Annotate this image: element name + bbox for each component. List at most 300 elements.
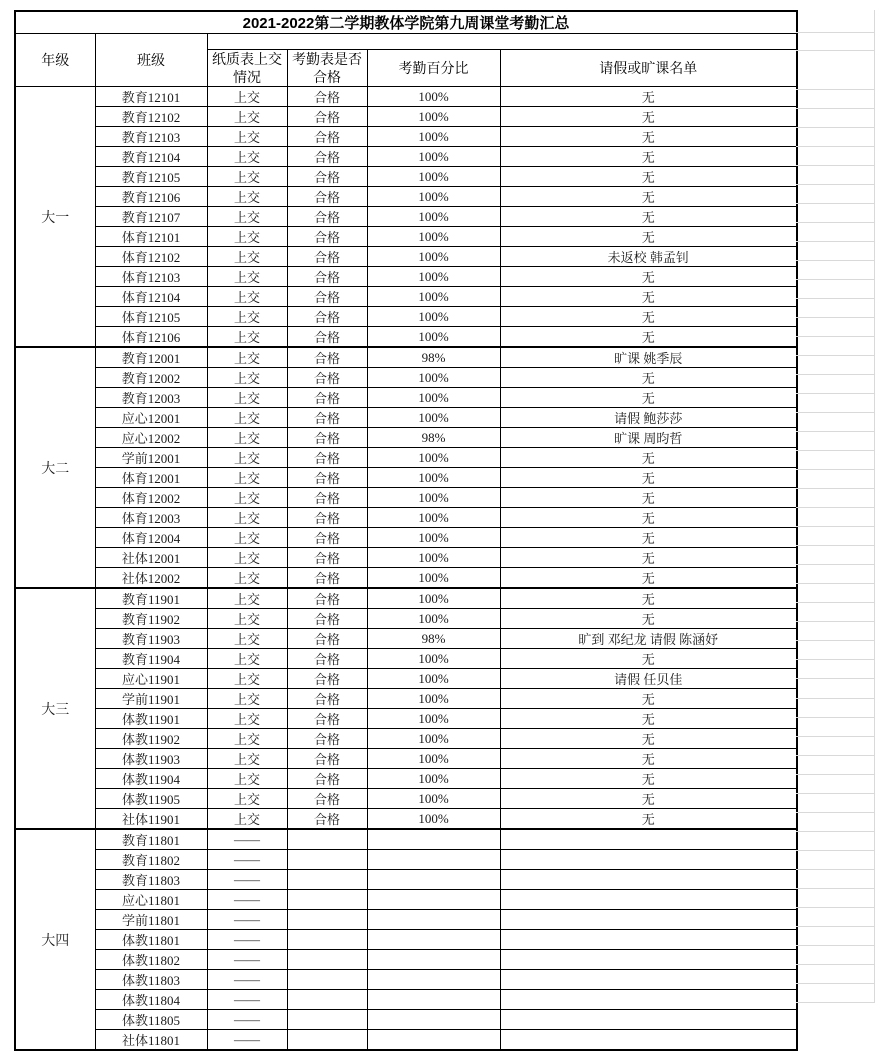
empty-grid-cell: [796, 794, 874, 813]
cell-paper: 上交: [207, 428, 287, 448]
cell-class: 体育12105: [95, 307, 207, 327]
table-row: [15, 709, 797, 729]
cell-paper: 上交: [207, 669, 287, 689]
cell-percent: 100%: [367, 227, 500, 247]
empty-grid-cell: [796, 90, 874, 109]
cell-paper: 上交: [207, 749, 287, 769]
header-spacer-row: [15, 34, 797, 50]
table-row: [15, 408, 797, 428]
cell-qualified: 合格: [287, 347, 367, 368]
header-paper-status-label: 纸质表上交情况: [212, 51, 282, 86]
cell-qualified: 合格: [287, 548, 367, 568]
cell-qualified: [287, 970, 367, 990]
cell-names: 无: [500, 789, 797, 809]
cell-qualified: 合格: [287, 789, 367, 809]
cell-names: 无: [500, 187, 797, 207]
title-row: [15, 11, 797, 34]
empty-grid-cell: [796, 356, 874, 375]
cell-names: [500, 1010, 797, 1030]
cell-qualified: 合格: [287, 729, 367, 749]
cell-paper: 上交: [207, 609, 287, 629]
cell-class: 社体11801: [95, 1030, 207, 1051]
cell-names: 无: [500, 287, 797, 307]
cell-qualified: 合格: [287, 307, 367, 327]
empty-grid-cell: [796, 584, 874, 603]
cell-class: 体育12002: [95, 488, 207, 508]
cell-paper: 上交: [207, 127, 287, 147]
cell-names: [500, 870, 797, 890]
cell-names: 无: [500, 709, 797, 729]
empty-grid-cell: [796, 375, 874, 394]
cell-percent: 100%: [367, 307, 500, 327]
cell-names: [500, 910, 797, 930]
cell-paper: ——: [207, 850, 287, 870]
empty-grid-cell: [796, 432, 874, 451]
cell-percent: 98%: [367, 428, 500, 448]
cell-qualified: [287, 910, 367, 930]
empty-grid-column: [796, 10, 875, 1003]
table-row: [15, 629, 797, 649]
cell-class: 教育11901: [95, 588, 207, 609]
cell-names: [500, 829, 797, 850]
cell-percent: 100%: [367, 488, 500, 508]
empty-grid-cell: [796, 51, 874, 90]
cell-names: 无: [500, 227, 797, 247]
cell-percent: [367, 930, 500, 950]
cell-percent: 100%: [367, 669, 500, 689]
cell-qualified: 合格: [287, 689, 367, 709]
empty-grid-cell: [796, 413, 874, 432]
table-row: [15, 568, 797, 589]
table-row: [15, 488, 797, 508]
table-row: [15, 1010, 797, 1030]
empty-grid-cell: [796, 261, 874, 280]
cell-paper: 上交: [207, 448, 287, 468]
cell-class: 体教11804: [95, 990, 207, 1010]
cell-percent: [367, 1010, 500, 1030]
cell-names: 无: [500, 368, 797, 388]
cell-qualified: 合格: [287, 508, 367, 528]
cell-class: 教育12102: [95, 107, 207, 127]
cell-paper: ——: [207, 870, 287, 890]
header-paper-status: [207, 50, 287, 87]
cell-qualified: 合格: [287, 107, 367, 127]
cell-paper: 上交: [207, 508, 287, 528]
cell-class: 体教11901: [95, 709, 207, 729]
cell-percent: 100%: [367, 568, 500, 589]
table-row: [15, 609, 797, 629]
empty-grid-cell: [796, 965, 874, 984]
empty-grid-cell: [796, 242, 874, 261]
table-row: [15, 167, 797, 187]
table-row: [15, 970, 797, 990]
cell-qualified: [287, 829, 367, 850]
cell-paper: ——: [207, 990, 287, 1010]
table-row: [15, 649, 797, 669]
empty-grid-cell: [796, 185, 874, 204]
cell-percent: 100%: [367, 508, 500, 528]
table-row: [15, 347, 797, 368]
table-row: [15, 227, 797, 247]
table-row: [15, 368, 797, 388]
cell-percent: 100%: [367, 769, 500, 789]
cell-class: 应心11901: [95, 669, 207, 689]
cell-percent: [367, 950, 500, 970]
cell-names: 旷课 姚季辰: [500, 347, 797, 368]
cell-qualified: 合格: [287, 267, 367, 287]
cell-names: 无: [500, 508, 797, 528]
cell-names: 无: [500, 649, 797, 669]
cell-class: 教育12101: [95, 87, 207, 107]
empty-grid-cell: [796, 318, 874, 337]
cell-names: 无: [500, 207, 797, 227]
empty-grid-cell: [796, 527, 874, 546]
cell-class: 教育12104: [95, 147, 207, 167]
cell-qualified: 合格: [287, 247, 367, 267]
header-names: 请假或旷课名单: [500, 50, 797, 87]
cell-percent: 98%: [367, 347, 500, 368]
cell-paper: 上交: [207, 809, 287, 830]
empty-grid-cell: [796, 147, 874, 166]
table-row: [15, 267, 797, 287]
table-row: [15, 207, 797, 227]
empty-grid-cell: [796, 679, 874, 698]
empty-grid-cell: [796, 299, 874, 318]
cell-qualified: 合格: [287, 428, 367, 448]
cell-class: 教育11802: [95, 850, 207, 870]
cell-qualified: 合格: [287, 769, 367, 789]
table-row: [15, 508, 797, 528]
empty-grid-cell: [796, 927, 874, 946]
table-row: [15, 87, 797, 107]
cell-class: 体育12001: [95, 468, 207, 488]
table-row: [15, 669, 797, 689]
header-class: 班级: [95, 34, 207, 87]
cell-percent: 100%: [367, 368, 500, 388]
cell-percent: 100%: [367, 729, 500, 749]
cell-paper: 上交: [207, 287, 287, 307]
cell-paper: 上交: [207, 247, 287, 267]
empty-grid-cell: [796, 737, 874, 756]
table-row: [15, 548, 797, 568]
cell-class: 体育12103: [95, 267, 207, 287]
cell-qualified: 合格: [287, 287, 367, 307]
cell-paper: 上交: [207, 307, 287, 327]
cell-percent: 100%: [367, 528, 500, 548]
cell-names: 无: [500, 588, 797, 609]
cell-qualified: 合格: [287, 227, 367, 247]
cell-qualified: 合格: [287, 528, 367, 548]
cell-paper: 上交: [207, 588, 287, 609]
attendance-table: [14, 10, 798, 1051]
cell-percent: 100%: [367, 187, 500, 207]
header-qualified: [287, 50, 367, 87]
header-spacer-cell: [207, 34, 797, 50]
empty-grid-cell: [796, 984, 874, 1003]
empty-grid-cell: [796, 128, 874, 147]
cell-paper: 上交: [207, 107, 287, 127]
empty-grid-cell: [796, 889, 874, 908]
cell-qualified: 合格: [287, 448, 367, 468]
cell-names: 无: [500, 548, 797, 568]
cell-percent: 100%: [367, 107, 500, 127]
cell-qualified: [287, 950, 367, 970]
table-row: [15, 910, 797, 930]
cell-paper: 上交: [207, 87, 287, 107]
cell-class: 学前12001: [95, 448, 207, 468]
cell-class: 体育12101: [95, 227, 207, 247]
table-row: [15, 689, 797, 709]
cell-paper: ——: [207, 910, 287, 930]
empty-grid-cell: [796, 718, 874, 737]
cell-percent: 100%: [367, 167, 500, 187]
cell-percent: 100%: [367, 448, 500, 468]
cell-percent: [367, 970, 500, 990]
cell-percent: [367, 910, 500, 930]
cell-qualified: 合格: [287, 749, 367, 769]
table-row: [15, 829, 797, 850]
cell-qualified: 合格: [287, 568, 367, 589]
cell-class: 体教11905: [95, 789, 207, 809]
cell-percent: [367, 990, 500, 1010]
cell-names: 无: [500, 689, 797, 709]
cell-names: 无: [500, 267, 797, 287]
cell-names: 无: [500, 809, 797, 830]
cell-names: 请假 任贝佳: [500, 669, 797, 689]
cell-paper: 上交: [207, 227, 287, 247]
table-title: 2021-2022第二学期教体学院第九周课堂考勤汇总: [15, 11, 797, 34]
cell-class: 社体12002: [95, 568, 207, 589]
cell-paper: 上交: [207, 629, 287, 649]
cell-paper: ——: [207, 930, 287, 950]
cell-class: 教育12105: [95, 167, 207, 187]
empty-grid-cell: [796, 394, 874, 413]
cell-names: 请假 鲍莎莎: [500, 408, 797, 428]
cell-names: 无: [500, 127, 797, 147]
cell-percent: 100%: [367, 207, 500, 227]
empty-grid-cell: [796, 565, 874, 584]
cell-percent: 100%: [367, 548, 500, 568]
table-row: [15, 528, 797, 548]
table-row: [15, 850, 797, 870]
cell-names: [500, 950, 797, 970]
cell-qualified: [287, 850, 367, 870]
cell-paper: 上交: [207, 769, 287, 789]
table-row: [15, 729, 797, 749]
grade-cell: 大一: [15, 87, 95, 348]
cell-names: [500, 990, 797, 1010]
cell-qualified: 合格: [287, 609, 367, 629]
cell-class: 教育12106: [95, 187, 207, 207]
cell-paper: 上交: [207, 709, 287, 729]
cell-percent: 100%: [367, 287, 500, 307]
cell-names: 无: [500, 307, 797, 327]
empty-grid-cell: [796, 699, 874, 718]
table-row: [15, 448, 797, 468]
cell-qualified: 合格: [287, 388, 367, 408]
cell-class: 学前11801: [95, 910, 207, 930]
table-row: [15, 388, 797, 408]
cell-class: 教育11904: [95, 649, 207, 669]
cell-qualified: 合格: [287, 327, 367, 348]
cell-qualified: 合格: [287, 669, 367, 689]
cell-paper: 上交: [207, 568, 287, 589]
cell-percent: 100%: [367, 588, 500, 609]
cell-names: 无: [500, 749, 797, 769]
cell-class: 应心11801: [95, 890, 207, 910]
empty-grid-cell: [796, 756, 874, 775]
cell-qualified: 合格: [287, 649, 367, 669]
cell-paper: 上交: [207, 689, 287, 709]
cell-names: 无: [500, 528, 797, 548]
cell-class: 体教11802: [95, 950, 207, 970]
cell-paper: ——: [207, 1010, 287, 1030]
cell-names: [500, 850, 797, 870]
table-row: [15, 247, 797, 267]
table-row: [15, 428, 797, 448]
cell-names: 无: [500, 388, 797, 408]
cell-paper: 上交: [207, 548, 287, 568]
cell-qualified: 合格: [287, 368, 367, 388]
table-row: [15, 147, 797, 167]
cell-paper: ——: [207, 890, 287, 910]
empty-grid-cell: [796, 908, 874, 927]
cell-paper: 上交: [207, 327, 287, 348]
table-row: [15, 769, 797, 789]
cell-percent: 100%: [367, 327, 500, 348]
cell-paper: 上交: [207, 649, 287, 669]
table-row: [15, 870, 797, 890]
table-row: [15, 950, 797, 970]
empty-grid-cell: [796, 603, 874, 622]
cell-class: 体教11903: [95, 749, 207, 769]
empty-grid-cell: [796, 832, 874, 851]
cell-paper: 上交: [207, 789, 287, 809]
table-row: [15, 930, 797, 950]
empty-grid-cell: [796, 641, 874, 660]
cell-qualified: 合格: [287, 147, 367, 167]
cell-percent: [367, 850, 500, 870]
cell-qualified: 合格: [287, 809, 367, 830]
cell-names: 无: [500, 87, 797, 107]
table-row: [15, 287, 797, 307]
cell-qualified: [287, 1030, 367, 1051]
cell-class: 教育11902: [95, 609, 207, 629]
cell-qualified: [287, 990, 367, 1010]
cell-names: 无: [500, 769, 797, 789]
cell-percent: 100%: [367, 809, 500, 830]
table-row: [15, 789, 797, 809]
cell-paper: 上交: [207, 368, 287, 388]
empty-grid-cell: [796, 337, 874, 356]
cell-names: 无: [500, 729, 797, 749]
empty-grid-cell: [796, 508, 874, 527]
cell-percent: 100%: [367, 468, 500, 488]
cell-names: 无: [500, 468, 797, 488]
cell-qualified: [287, 870, 367, 890]
table-row: [15, 890, 797, 910]
empty-grid-cell: [796, 489, 874, 508]
header-qualified-label: 考勤表是否合格: [292, 51, 362, 86]
cell-class: 体教11801: [95, 930, 207, 950]
cell-percent: 100%: [367, 609, 500, 629]
cell-class: 体育12104: [95, 287, 207, 307]
cell-qualified: 合格: [287, 709, 367, 729]
cell-class: 教育11903: [95, 629, 207, 649]
cell-qualified: 合格: [287, 187, 367, 207]
cell-qualified: 合格: [287, 408, 367, 428]
cell-qualified: 合格: [287, 629, 367, 649]
cell-qualified: 合格: [287, 468, 367, 488]
cell-qualified: [287, 1010, 367, 1030]
cell-class: 教育12107: [95, 207, 207, 227]
empty-grid-cell: [796, 109, 874, 128]
cell-qualified: [287, 930, 367, 950]
cell-percent: 100%: [367, 789, 500, 809]
cell-percent: [367, 829, 500, 850]
cell-percent: 100%: [367, 388, 500, 408]
table-row: [15, 327, 797, 348]
cell-percent: 100%: [367, 749, 500, 769]
cell-class: 社体11901: [95, 809, 207, 830]
cell-class: 体育12102: [95, 247, 207, 267]
empty-grid-cell: [796, 166, 874, 185]
cell-paper: 上交: [207, 187, 287, 207]
cell-percent: 100%: [367, 408, 500, 428]
cell-class: 教育12001: [95, 347, 207, 368]
table-row: [15, 468, 797, 488]
cell-names: 无: [500, 488, 797, 508]
cell-percent: [367, 890, 500, 910]
cell-paper: ——: [207, 829, 287, 850]
cell-class: 教育11803: [95, 870, 207, 890]
cell-names: [500, 930, 797, 950]
empty-grid-cell: [796, 10, 874, 33]
cell-names: 无: [500, 107, 797, 127]
empty-grid-cell: [796, 204, 874, 223]
cell-names: 旷到 邓纪龙 请假 陈涵妤: [500, 629, 797, 649]
cell-class: 体教11904: [95, 769, 207, 789]
cell-names: 未返校 韩孟钊: [500, 247, 797, 267]
empty-grid-cell: [796, 660, 874, 679]
empty-grid-cell: [796, 622, 874, 641]
empty-grid-cell: [796, 775, 874, 794]
empty-grid-cell: [796, 946, 874, 965]
cell-paper: 上交: [207, 267, 287, 287]
cell-class: 体教11803: [95, 970, 207, 990]
cell-paper: 上交: [207, 388, 287, 408]
table-row: [15, 588, 797, 609]
cell-paper: ——: [207, 1030, 287, 1051]
cell-paper: 上交: [207, 167, 287, 187]
cell-class: 学前11901: [95, 689, 207, 709]
header-percent: 考勤百分比: [367, 50, 500, 87]
cell-class: 教育11801: [95, 829, 207, 850]
cell-names: 无: [500, 327, 797, 348]
cell-qualified: 合格: [287, 167, 367, 187]
cell-class: 教育12002: [95, 368, 207, 388]
cell-qualified: 合格: [287, 207, 367, 227]
cell-class: 教育12003: [95, 388, 207, 408]
cell-names: [500, 1030, 797, 1051]
cell-paper: 上交: [207, 468, 287, 488]
cell-percent: 100%: [367, 147, 500, 167]
cell-qualified: 合格: [287, 588, 367, 609]
cell-names: 无: [500, 609, 797, 629]
cell-class: 体育12003: [95, 508, 207, 528]
cell-paper: 上交: [207, 488, 287, 508]
header-grade: 年级: [15, 34, 95, 87]
